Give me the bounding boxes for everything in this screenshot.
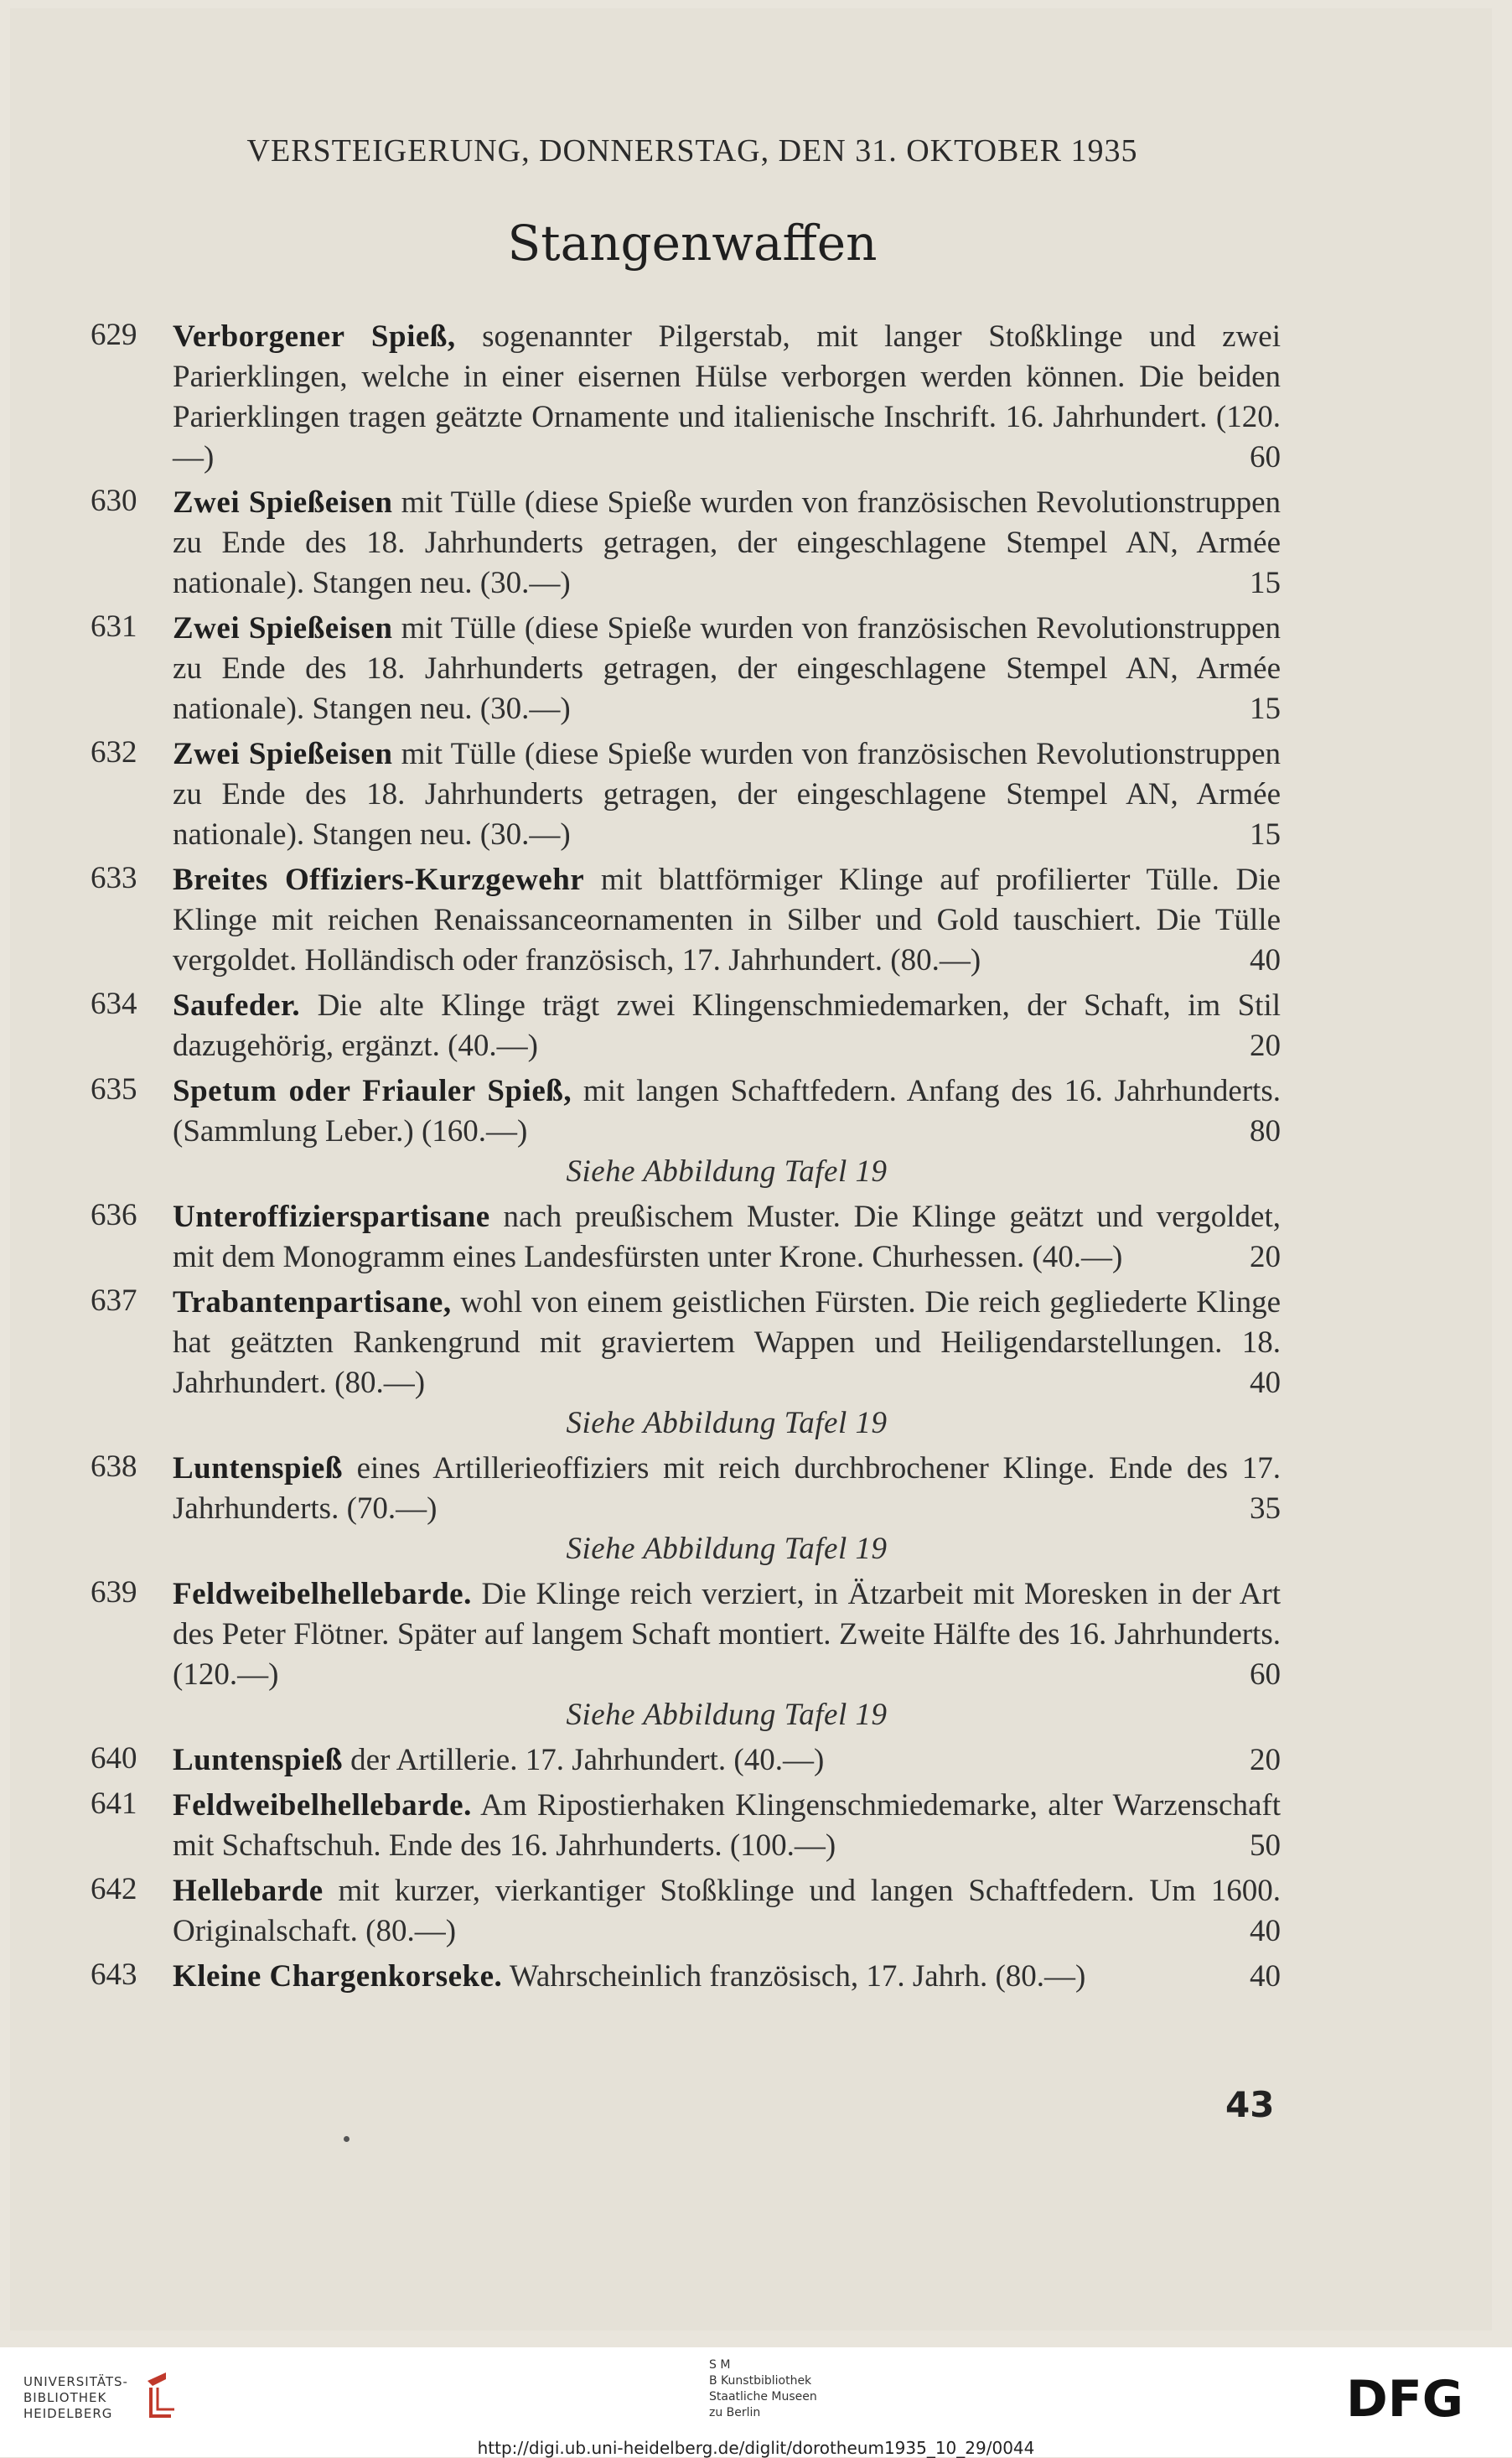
lot-price: 40	[1250, 1366, 1281, 1400]
lot-description: mit Tülle (diese Spieße wurden von französischen Revolutionstruppen zu Ende des 18. Jahrhunderts getragen, der eingeschlagene Stempel AN, Armée nationale). Stangen neu. (30.—)	[173, 485, 1281, 600]
lot-price: 40	[1250, 1959, 1281, 1994]
entry-638	[91, 1449, 1281, 1569]
lot-price: 40	[1250, 943, 1281, 977]
lot-price: 20	[1250, 1743, 1281, 1777]
entry-642	[91, 1871, 1281, 1952]
plate-reference: Siehe Abbildung Tafel 19	[566, 1154, 888, 1189]
lot-title: Luntenspieß	[173, 1451, 343, 1486]
ub-line: BIBLIOTHEK	[23, 2390, 107, 2405]
lot-price: 15	[1250, 566, 1281, 600]
lot-description: sogenannter Pilgerstab, mit langer Stoßklinge und zwei Parierklingen, welche in einer eisernen Hülse verborgen werden können. Die beiden Parierklingen tragen geätzte Ornamente und italienische Inschrift. 16. Jahrhundert. (120.—)	[173, 319, 1281, 474]
lot-number: 638	[91, 1449, 137, 1484]
ub-line: HEIDELBERG	[23, 2406, 113, 2421]
lot-description: eines Artillerieoffiziers mit reich durchbrochener Klinge. Ende des 17. Jahrhunderts. (70.—)	[173, 1451, 1281, 1526]
entry-631	[91, 609, 1281, 729]
lot-price: 15	[1250, 692, 1281, 726]
plate-reference: Siehe Abbildung Tafel 19	[566, 1698, 888, 1732]
plate-reference: Siehe Abbildung Tafel 19	[566, 1532, 888, 1566]
lot-description: der Artillerie. 17. Jahrhundert. (40.—)	[342, 1743, 825, 1777]
lot-price: 20	[1250, 1240, 1281, 1274]
lot-title: Zwei Spießeisen	[173, 611, 393, 646]
digitization-footer	[0, 2347, 1512, 2457]
entry-634	[91, 986, 1281, 1066]
entry-640	[91, 1740, 1281, 1781]
catalog-page	[10, 8, 1492, 2331]
ub-logo-icon[interactable]	[141, 2369, 179, 2419]
entry-632	[91, 734, 1281, 855]
svg-text:DFG: DFG	[1346, 2374, 1464, 2419]
lot-number: 631	[91, 609, 137, 644]
lot-number: 640	[91, 1741, 137, 1776]
sm-line: S M	[709, 2358, 731, 2372]
page-header: VERSTEIGERUNG, DONNERSTAG, DEN 31. OKTOBER 1935	[246, 133, 1138, 169]
lot-price: 40	[1250, 1914, 1281, 1948]
entry-637	[91, 1283, 1281, 1444]
lot-price: 80	[1250, 1114, 1281, 1149]
lot-price: 60	[1250, 1657, 1281, 1692]
sm-line: zu Berlin	[709, 2406, 761, 2419]
lot-number: 637	[91, 1283, 137, 1318]
entry-633	[91, 860, 1281, 981]
lot-price: 35	[1250, 1491, 1281, 1526]
lot-number: 643	[91, 1958, 137, 1992]
lot-title: Unteroffizierspartisane	[173, 1200, 490, 1234]
smb-kunstbibliothek-label[interactable]	[709, 2357, 817, 2421]
entry-639	[91, 1574, 1281, 1735]
page-number: 43	[1225, 2084, 1275, 2125]
lot-description: Am Ripostierhaken Klingenschmiedemarke, alter Warzenschaft mit Schaftschuh. Ende des 16. Jahrhunderts. (100.—)	[173, 1788, 1281, 1863]
lot-title: Saufeder.	[173, 988, 301, 1023]
lot-description: Wahrscheinlich französisch, 17. Jahrh. (80.—)	[502, 1959, 1086, 1994]
dfg-logo-icon[interactable]	[1346, 2374, 1490, 2419]
lot-title: Luntenspieß	[173, 1743, 343, 1777]
lot-number: 629	[91, 318, 137, 352]
lot-description: wohl von einem geistlichen Fürsten. Die reich gegliederte Klinge hat geätzten Rankengrund mit graviertem Wappen und Heiligendarstellungen. 18. Jahrhundert. (80.—)	[173, 1285, 1281, 1400]
lot-number: 632	[91, 735, 137, 770]
lot-description: nach preußischem Muster. Die Klinge geätzt und vergoldet, mit dem Monogramm eines Landesfürsten unter Krone. Churhessen. (40.—)	[173, 1200, 1281, 1274]
lot-title: Hellebarde	[173, 1874, 324, 1908]
sm-line: Staatliche Museen	[709, 2390, 817, 2404]
lot-price: 50	[1250, 1828, 1281, 1863]
source-url-link[interactable]: http://digi.ub.uni-heidelberg.de/diglit/dorotheum1935_10_29/0044	[477, 2438, 1035, 2458]
lot-number: 641	[91, 1786, 137, 1821]
ink-speck	[344, 2136, 350, 2142]
lot-description: mit kurzer, vierkantiger Stoßklinge und langen Schaftfedern. Um 1600. Originalschaft. (80.—)	[173, 1874, 1281, 1948]
entry-636	[91, 1197, 1281, 1278]
lot-description: mit Tülle (diese Spieße wurden von französischen Revolutionstruppen zu Ende des 18. Jahrhunderts getragen, der eingeschlagene Stempel AN, Armée nationale). Stangen neu. (30.—)	[173, 737, 1281, 852]
lot-description: mit Tülle (diese Spieße wurden von französischen Revolutionstruppen zu Ende des 18. Jahrhunderts getragen, der eingeschlagene Stempel AN, Armée nationale). Stangen neu. (30.—)	[173, 611, 1281, 726]
lot-title: Zwei Spießeisen	[173, 485, 393, 520]
entry-630	[91, 483, 1281, 604]
lot-description: mit langen Schaftfedern. Anfang des 16. Jahrhunderts. (Sammlung Leber.) (160.—)	[173, 1074, 1281, 1149]
sm-line: B Kunstbibliothek	[709, 2374, 812, 2388]
ub-line: UNIVERSITÄTS-	[23, 2374, 128, 2389]
lot-title: Spetum oder Friauler Spieß,	[173, 1074, 572, 1108]
lot-number: 642	[91, 1872, 137, 1906]
lot-number: 634	[91, 987, 137, 1021]
lot-price: 20	[1250, 1029, 1281, 1063]
entry-635	[91, 1071, 1281, 1192]
entry-643	[91, 1957, 1281, 1997]
entry-list	[91, 317, 1281, 2002]
lot-price: 60	[1250, 440, 1281, 474]
lot-title: Verborgener Spieß,	[173, 319, 456, 354]
lot-description: Die Klinge reich verziert, in Ätzarbeit mit Moresken in der Art des Peter Flötner. Später auf langem Schaft montiert. Zweite Hälfte des 16. Jahrhunderts. (120.—)	[173, 1577, 1281, 1692]
lot-number: 636	[91, 1198, 137, 1232]
lot-number: 633	[91, 861, 137, 895]
lot-title: Trabantenpartisane,	[173, 1285, 452, 1320]
plate-reference: Siehe Abbildung Tafel 19	[566, 1406, 888, 1440]
lot-number: 635	[91, 1072, 137, 1107]
lot-number: 639	[91, 1575, 137, 1610]
ub-heidelberg-label[interactable]	[23, 2374, 128, 2422]
section-title: Stangenwaffen	[507, 215, 878, 272]
lot-title: Breites Offiziers-Kurzgewehr	[173, 863, 585, 897]
lot-title: Feldweibelhellebarde.	[173, 1788, 472, 1823]
lot-title: Feldweibelhellebarde.	[173, 1577, 472, 1611]
lot-number: 630	[91, 484, 137, 518]
entry-629	[91, 317, 1281, 478]
entry-641	[91, 1786, 1281, 1866]
lot-description: mit blattförmiger Klinge auf profilierter Tülle. Die Klinge mit reichen Renaissanceornamenten in Silber und Gold tauschiert. Die Tülle vergoldet. Holländisch oder französisch, 17. Jahrhundert. (80.—)	[173, 863, 1281, 977]
lot-title: Kleine Chargenkorseke.	[173, 1959, 503, 1994]
lot-price: 15	[1250, 817, 1281, 852]
lot-title: Zwei Spießeisen	[173, 737, 393, 771]
lot-description: Die alte Klinge trägt zwei Klingenschmiedemarken, der Schaft, im Stil dazugehörig, ergänzt. (40.—)	[173, 988, 1281, 1063]
